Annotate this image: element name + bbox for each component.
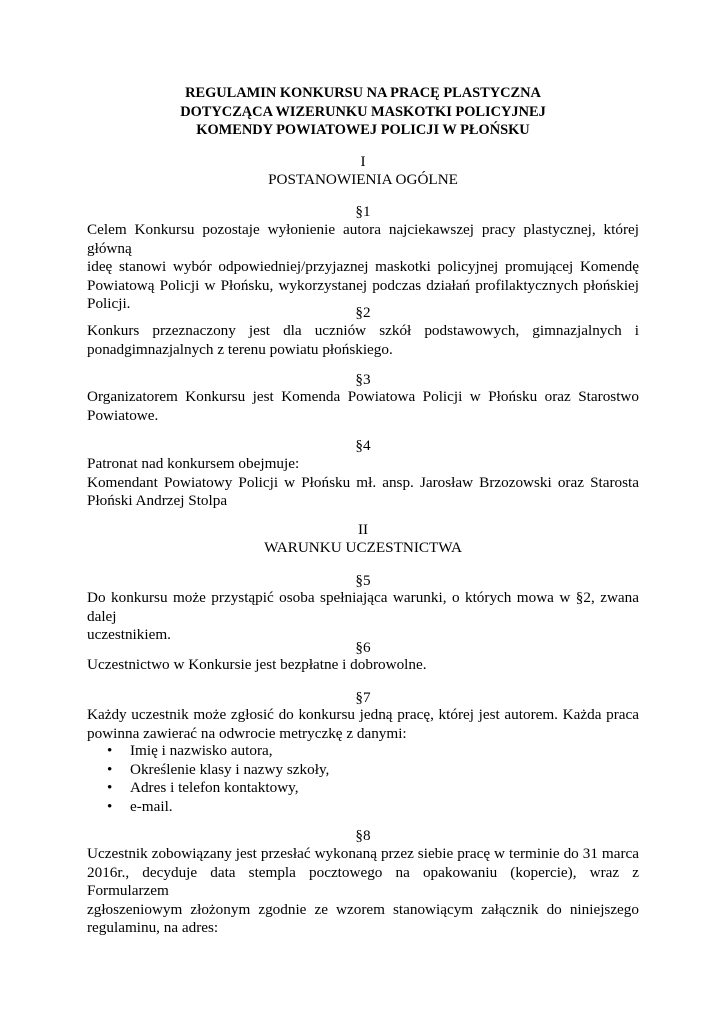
paragraph-4-line: Patronat nad konkursem obejmuje: (87, 455, 300, 472)
bullet-icon: • (107, 742, 113, 759)
paragraph-6-text (87, 656, 639, 675)
paragraph-8-line: zgłoszeniowym złożonym zgodnie ze wzorem stanowiącym załącznik do niniejszego (87, 900, 639, 918)
paragraph-7-mark: §7 (355, 689, 371, 706)
section-1-number: I (360, 153, 366, 170)
title-line-2: DOTYCZĄCA WIZERUNKU MASKOTKI POLICYJNEJ (180, 103, 546, 120)
paragraph-7-line: powinna zawierać na odwrocie metryczkę z danymi: (87, 724, 407, 742)
paragraph-2-line: Konkurs przeznaczony jest dla uczniów szkół podstawowych, gimnazjalnych i (87, 322, 639, 339)
metryczka-bullet-list (87, 742, 639, 816)
title-line-3: KOMENDY POWIATOWEJ POLICJI W PŁOŃSKU (196, 122, 530, 138)
paragraph-7-line: Każdy uczestnik może zgłosić do konkursu jedną pracę, której jest autorem. Każda praca (87, 706, 639, 723)
paragraph-1-line: Celem Konkursu pozostaje wyłonienie autora najciekawszej pracy plastycznej, której główną (87, 221, 639, 257)
paragraph-3-line: Powiatowe. (87, 406, 159, 424)
paragraph-7-text (87, 706, 639, 743)
paragraph-5-mark: §5 (355, 572, 371, 589)
paragraph-3-line: Organizatorem Konkursu jest Komenda Powiatowa Policji w Płońsku oraz Starostwo (87, 388, 639, 405)
paragraph-8-mark: §8 (355, 827, 371, 844)
paragraph-1-line: Policji. (87, 295, 131, 313)
paragraph-1-line: Powiatową Policji w Płońsku, wykorzystanej podczas działań profilaktycznych płońskiej (87, 276, 639, 294)
paragraph-2-line: ponadgimnazjalnych z terenu powiatu płońskiego. (87, 340, 393, 358)
list-item-text: Określenie klasy i nazwy szkoły, (130, 760, 330, 778)
paragraph-2-text (87, 322, 639, 359)
bullet-icon: • (107, 760, 113, 778)
paragraph-1-line: ideę stanowi wybór odpowiedniej/przyjaznej maskotki policyjnej promującej Komendę (87, 258, 639, 276)
list-item-text: Adres i telefon kontaktowy, (130, 779, 299, 797)
paragraph-8-text (87, 845, 639, 938)
list-item (87, 761, 639, 780)
section-1-heading: POSTANOWIENIA OGÓLNE (268, 171, 458, 188)
list-item (87, 798, 639, 817)
paragraph-5-text (87, 589, 639, 645)
paragraph-3-text (87, 388, 639, 425)
list-item-text: Imię i nazwisko autora, (130, 742, 273, 759)
paragraph-4-mark: §4 (355, 437, 371, 454)
paragraph-5-line: Do konkursu może przystąpić osoba spełniająca warunki, o których mowa w §2, zwana dalej (87, 589, 639, 625)
paragraph-6-line: Uczestnictwo w Konkursie jest bezpłatne i dobrowolne. (87, 656, 427, 673)
paragraph-1-mark: §1 (355, 203, 371, 220)
paragraph-8-line: 2016r., decyduje data stempla pocztowego na opakowaniu (kopercie), wraz z Formularzem (87, 863, 639, 900)
paragraph-8-line: regulaminu, na adres: (87, 919, 219, 937)
document-title (87, 84, 639, 140)
paragraph-3-mark: §3 (355, 371, 371, 388)
paragraph-1-text (87, 221, 639, 314)
paragraph-5-line: uczestnikiem. (87, 626, 171, 644)
bullet-icon: • (107, 797, 113, 815)
list-item (87, 779, 639, 798)
list-item-text: e-mail. (130, 797, 173, 815)
list-item (87, 742, 639, 761)
paragraph-2-mark: §2 (355, 304, 371, 321)
paragraph-4-text (87, 455, 639, 511)
paragraph-4-line: Komendant Powiatowy Policji w Płońsku mł. ansp. Jarosław Brzozowski oraz Starosta (87, 473, 639, 491)
title-line-1: REGULAMIN KONKURSU NA PRACĘ PLASTYCZNA (185, 85, 541, 101)
section-2-heading: WARUNKU UCZESTNICTWA (264, 539, 462, 556)
paragraph-8-line: Uczestnik zobowiązany jest przesłać wykonaną przez siebie pracę w terminie do 31 marca (87, 845, 639, 862)
bullet-icon: • (107, 779, 113, 797)
paragraph-6-mark: §6 (355, 639, 371, 656)
paragraph-4-line: Płoński Andrzej Stolpa (87, 492, 228, 510)
document-page (87, 0, 639, 1024)
section-2-number: II (357, 521, 369, 538)
